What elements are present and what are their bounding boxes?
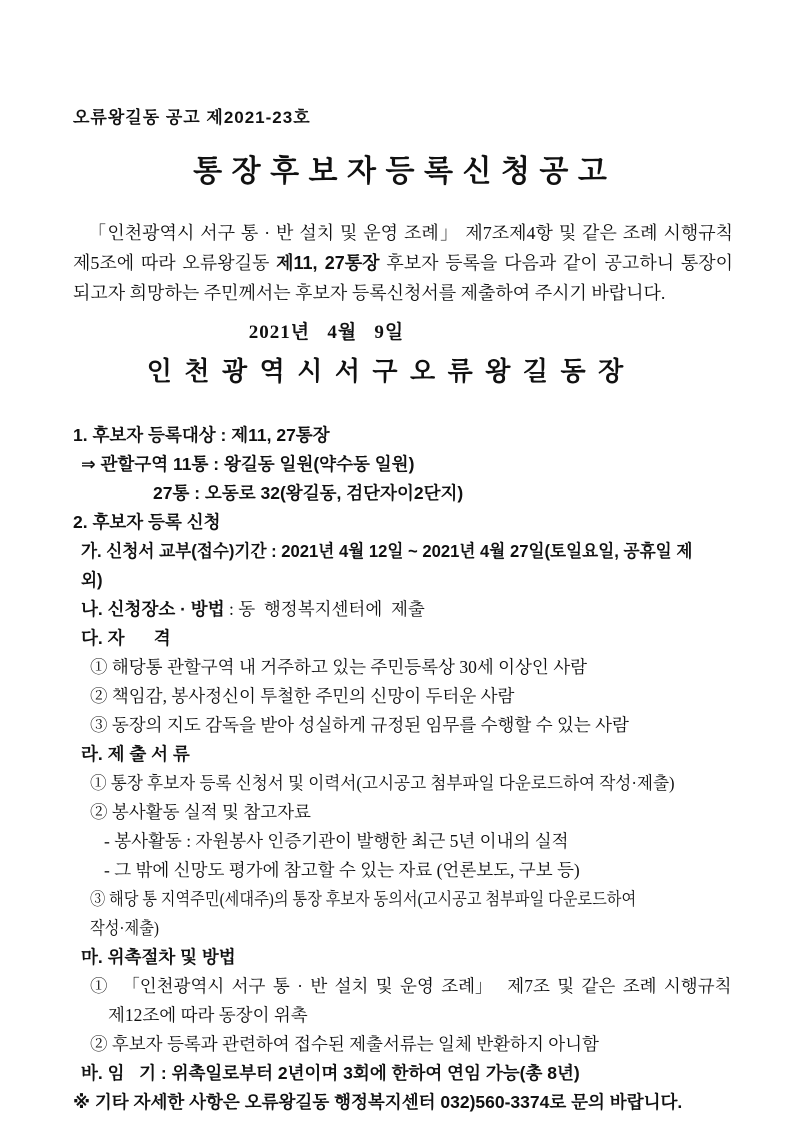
body-section (73, 421, 738, 1117)
line-segment: 라. 제 출 서 류 (81, 744, 190, 764)
line-segment: ③ 동장의 지도 감독을 받아 성실하게 규정된 임무를 수행할 수 있는 사람 (90, 715, 629, 735)
document-line (73, 856, 738, 885)
document-line (73, 885, 738, 943)
line-content (108, 1001, 308, 1030)
line-content (81, 450, 414, 479)
line-segment: 바. 임 기 : 위촉일로부터 2년이며 3회에 한하여 연임 가능(총 8년) (81, 1063, 580, 1083)
document-line (73, 479, 738, 508)
document-line (73, 682, 738, 711)
intro-line-2-bold: 제11, 27통장 (276, 253, 380, 273)
line-segment: 가. 신청서 교부(접수)기간 : 2021년 4월 12일 ~ 2021년 4월 27일(토일요일, 공휴일 제외) (81, 541, 693, 590)
intro-paragraph (73, 218, 733, 308)
intro-line-2-post: 후보자 등록을 다음과 같이 공고하니 통장이 (379, 253, 734, 273)
line-content (104, 856, 580, 885)
line-content (90, 769, 675, 798)
line-segment: ③ 해당 통 지역주민(세대주)의 통장 후보자 동의서(고시공고 첨부파일 다운로드하여 작성·제출) (90, 889, 641, 938)
line-content (90, 711, 629, 740)
notice-date: 2021년 4월 9일 (248, 322, 405, 343)
document-line (73, 711, 738, 740)
line-segment: ① 「인천광역시 서구 통 · 반 설치 및 운영 조례」 제7조 및 같은 조례 시행규칙 (90, 976, 732, 996)
line-content (90, 972, 732, 1001)
line-content (81, 943, 236, 972)
document-line (73, 508, 738, 537)
line-segment: 나. 신청장소 · 방법 (81, 599, 225, 619)
intro-line-2 (73, 248, 733, 278)
document-line (73, 624, 738, 653)
line-segment: ※ 기타 자세한 사항은 오류왕길동 행정복지센터 032)560-3374로 문의 바랍니다. (73, 1092, 683, 1112)
line-segment: ② 후보자 등록과 관련하여 접수된 제출서류는 일체 반환하지 아니함 (90, 1034, 599, 1054)
line-content (104, 827, 569, 856)
document-line (73, 740, 738, 769)
intro-line-2-pre: 제5조에 따라 오류왕길동 (73, 253, 277, 273)
line-content (90, 682, 514, 711)
line-content (90, 1030, 599, 1059)
line-segment: 27통 : 오동로 32(왕길동, 검단자이2단지) (153, 483, 464, 503)
line-content (153, 479, 463, 508)
line-segment: ② 봉사활동 실적 및 참고자료 (90, 802, 311, 822)
doc-number: 오류왕길동 공고 제2021-23호 (73, 108, 311, 127)
line-segment: 1. 후보자 등록대상 : 제11, 27통장 (73, 425, 330, 445)
document-line (73, 653, 738, 682)
line-content (81, 595, 425, 624)
document-line (73, 595, 738, 624)
document-line (73, 827, 738, 856)
document-line (73, 1030, 738, 1059)
document-line (73, 769, 738, 798)
line-content (81, 624, 171, 653)
page-title: 통 장 후 보 자 등 록 신 청 공 고 (193, 155, 608, 188)
document-line (73, 943, 738, 972)
document-line (73, 1001, 738, 1030)
document-line (73, 450, 738, 479)
intro-line-1: 「인천광역시 서구 통 · 반 설치 및 운영 조례」 제7조제4항 및 같은 조례 시행규칙 (88, 223, 733, 243)
line-content (90, 885, 654, 943)
line-segment: ① 해당통 관할구역 내 거주하고 있는 주민등록상 30세 이상인 사람 (90, 657, 587, 677)
line-segment: 다. 자 격 (81, 628, 171, 648)
line-content (90, 798, 311, 827)
line-content (73, 421, 330, 450)
document-line (73, 972, 738, 1001)
line-content (81, 740, 190, 769)
document-line (73, 1088, 738, 1117)
line-content (73, 1088, 682, 1117)
line-segment: ② 책임감, 봉사정신이 투철한 주민의 신망이 두터운 사람 (90, 686, 515, 706)
document-line (73, 537, 738, 595)
signature-issuer: 인 천 광 역 시 서 구 오 류 왕 길 동 장 (146, 357, 627, 386)
line-content (81, 1059, 580, 1088)
line-segment: 마. 위촉절차 및 방법 (81, 947, 236, 967)
line-content (81, 537, 705, 595)
line-segment: 2. 후보자 등록 신청 (73, 512, 221, 532)
document-line (73, 1059, 738, 1088)
line-segment: ⇒ 관할구역 11통 : 왕길동 일원(약수동 일원) (81, 454, 415, 474)
document-line (73, 421, 738, 450)
line-segment: ① 통장 후보자 등록 신청서 및 이력서(고시공고 첨부파일 다운로드하여 작성·제출) (90, 773, 675, 793)
line-segment: : 동 행정복지센터에 제출 (224, 599, 425, 619)
line-content (90, 653, 587, 682)
line-segment: 제12조에 따라 동장이 위촉 (108, 1005, 308, 1025)
document-line (73, 798, 738, 827)
line-segment: - 그 밖에 신망도 평가에 참고할 수 있는 자료 (언론보도, 구보 등) (104, 860, 580, 880)
line-content (73, 508, 221, 537)
line-segment: - 봉사활동 : 자원봉사 인증기관이 발행한 최근 5년 이내의 실적 (104, 831, 569, 851)
intro-line-3: 되고자 희망하는 주민께서는 후보자 등록신청서를 제출하여 주시기 바랍니다. (73, 283, 666, 303)
